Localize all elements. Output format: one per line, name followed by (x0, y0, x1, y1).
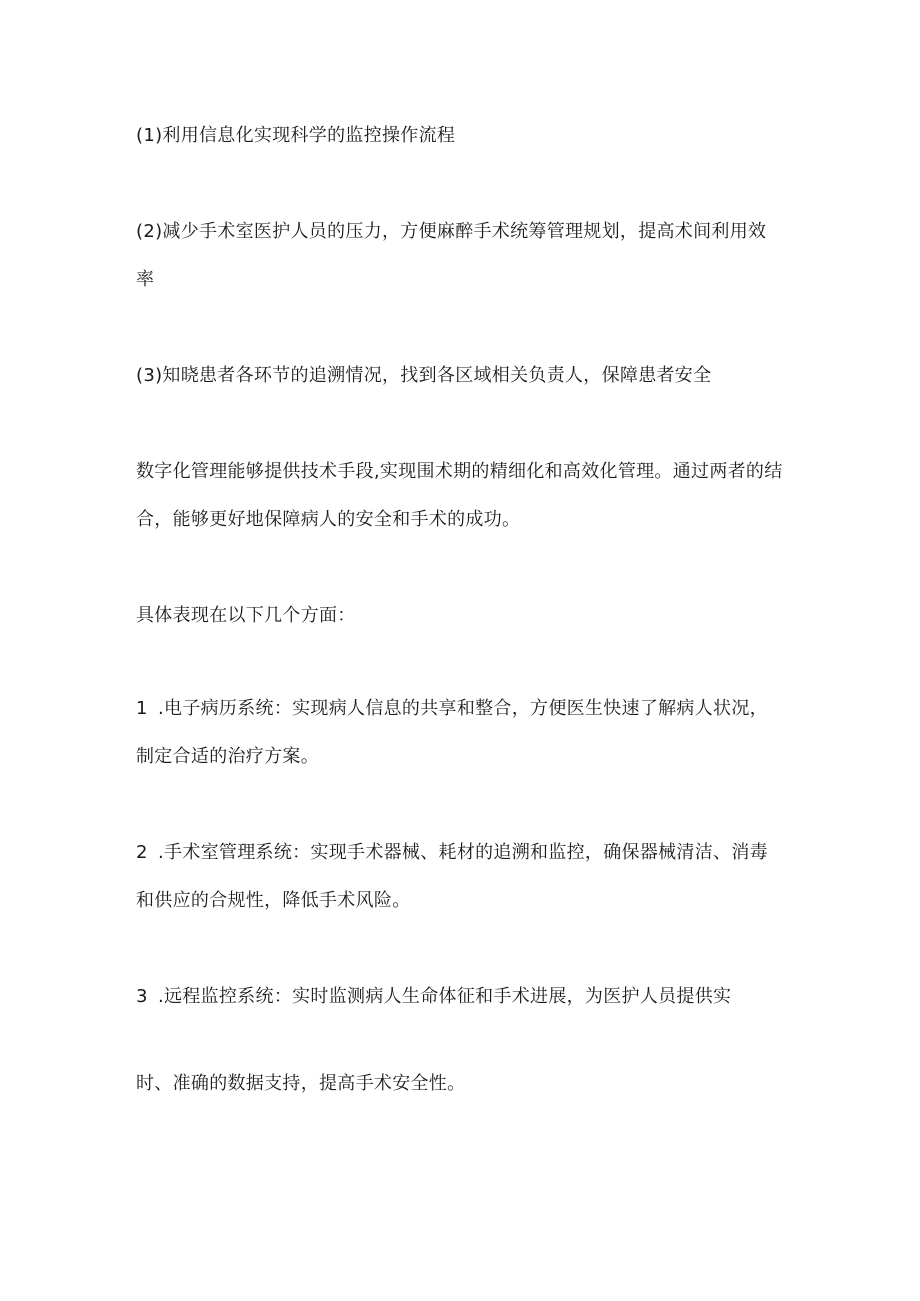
system-item-3-line-1 (136, 985, 731, 1009)
system-item-2-line-2: 和供应的合规性，降低手术风险。 (136, 890, 411, 911)
list-item-3: (3)知晓患者各环节的追溯情况，找到各区域相关负责人，保障患者安全 (136, 365, 712, 386)
system-item-2-line-1 (136, 841, 768, 865)
system-item-1-line-1 (136, 697, 768, 721)
list-item-2-line-2: 率 (136, 269, 155, 290)
system-item-3-number: 3 (136, 986, 148, 1007)
system-item-2-text: .手术室管理系统：实现手术器械、耗材的追溯和监控，确保器械清洁、消毒 (158, 842, 768, 863)
aspects-intro: 具体表现在以下几个方面： (136, 605, 356, 626)
system-item-1-text: .电子病历系统：实现病人信息的共享和整合，方便医生快速了解病人状况， (158, 698, 768, 719)
system-item-3-line-2: 时、准确的数据支持，提高手术安全性。 (136, 1073, 466, 1094)
system-item-2-number: 2 (136, 842, 148, 863)
paragraph-line-1: 数字化管理能够提供技术手段,实现围术期的精细化和高效化管理。通过两者的结 (136, 461, 783, 482)
list-item-2-line-1: (2)减少手术室医护人员的压力，方便麻醉手术统筹管理规划，提高术间利用效 (136, 221, 767, 242)
list-item-1: (1)利用信息化实现科学的监控操作流程 (136, 125, 456, 146)
system-item-3-text: .远程监控系统：实时监测病人生命体征和手术进展，为医护人员提供实 (158, 986, 732, 1007)
system-item-1-number: 1 (136, 698, 148, 719)
paragraph-line-2: 合，能够更好地保障病人的安全和手术的成功。 (136, 509, 521, 530)
system-item-1-line-2: 制定合适的治疗方案。 (136, 746, 319, 767)
